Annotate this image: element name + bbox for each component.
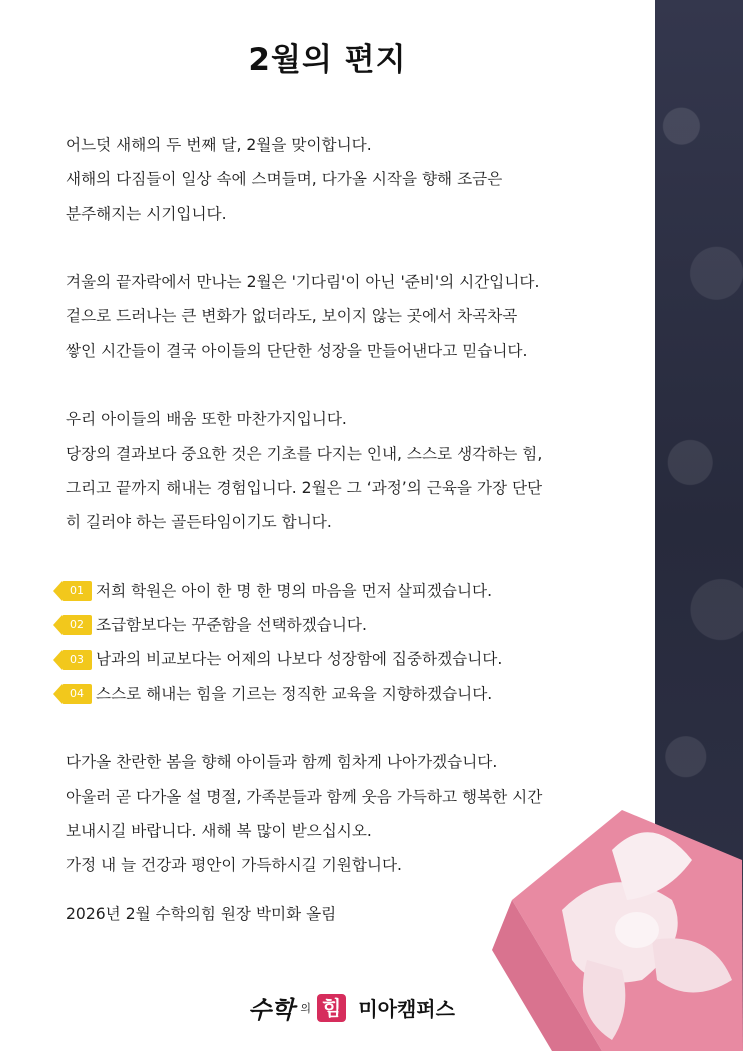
paragraph-3 [66, 402, 626, 539]
promise-text: 조급함보다는 꾸준함을 선택하겠습니다. [96, 616, 367, 635]
promise-text: 남과의 비교보다는 어제의 나보다 성장함에 집중하겠습니다. [96, 650, 503, 669]
letter-line: 우리 아이들의 배움 또한 마찬가지입니다. [66, 410, 347, 429]
footer-logo [248, 990, 455, 1025]
letter-body [66, 128, 626, 883]
promise-item [62, 677, 622, 711]
promise-text: 스스로 해내는 힘을 기르는 정직한 교육을 지향하겠습니다. [96, 684, 493, 703]
letter-line: 쌓인 시간들이 결국 아이들의 단단한 성장을 만들어낸다고 믿습니다. [66, 341, 528, 360]
page-title: 2월의 편지 [248, 42, 407, 78]
promise-item [62, 642, 622, 676]
letter-line: 새해의 다짐들이 일상 속에 스며들며, 다가올 시작을 향해 조금은 [66, 170, 503, 189]
signature: 2026년 2월 수학의힘 원장 박미화 올림 [66, 905, 337, 923]
letter-line: 겨울의 끝자락에서 만나는 2월은 '기다림'이 아닌 '준비'의 시간입니다. [66, 273, 540, 292]
number-tag: 03 [62, 650, 92, 670]
logo-text-of: 의 [300, 1001, 312, 1015]
paragraph-2 [66, 265, 626, 368]
number-tag: 01 [62, 581, 92, 601]
number-tag: 02 [62, 615, 92, 635]
letter-line: 가정 내 늘 건강과 평안이 가득하시길 기원합니다. [66, 856, 402, 875]
letter-line: 보내시길 바랍니다. 새해 복 많이 받으십시오. [66, 821, 372, 840]
letter-line: 아울러 곧 다가올 설 명절, 가족분들과 함께 웃음 가득하고 행복한 시간 [66, 787, 543, 806]
promise-item [62, 574, 622, 608]
number-tag: 04 [62, 684, 92, 704]
campus-name: 미아캠퍼스 [358, 997, 455, 1021]
letter-line: 당장의 결과보다 중요한 것은 기초를 다지는 인내, 스스로 생각하는 힘, [66, 444, 543, 463]
promise-item [62, 608, 622, 642]
paragraph-1 [66, 128, 626, 231]
gift-bojagi-icon [492, 790, 743, 1051]
letter-line: 히 길러야 하는 골든타임이기도 합니다. [66, 513, 332, 532]
promise-text: 저희 학원은 아이 한 명 한 명의 마음을 먼저 살피겠습니다. [96, 581, 493, 600]
promise-list [62, 574, 622, 711]
logo-badge-power: 힘 [317, 994, 346, 1022]
logo-text-math: 수학 [248, 996, 295, 1024]
letter-line: 어느덧 새해의 두 번째 달, 2월을 맞이합니다. [66, 136, 372, 154]
letter-line: 그리고 끝까지 해내는 경험입니다. 2월은 그 ‘과정’의 근육을 가장 단단 [66, 478, 543, 497]
letter-line: 분주해지는 시기입니다. [66, 204, 227, 223]
letter-line: 다가올 찬란한 봄을 향해 아이들과 함께 힘차게 나아가겠습니다. [66, 753, 498, 772]
letter-line: 겉으로 드러나는 큰 변화가 없더라도, 보이지 않는 곳에서 차곡차곡 [66, 307, 518, 326]
